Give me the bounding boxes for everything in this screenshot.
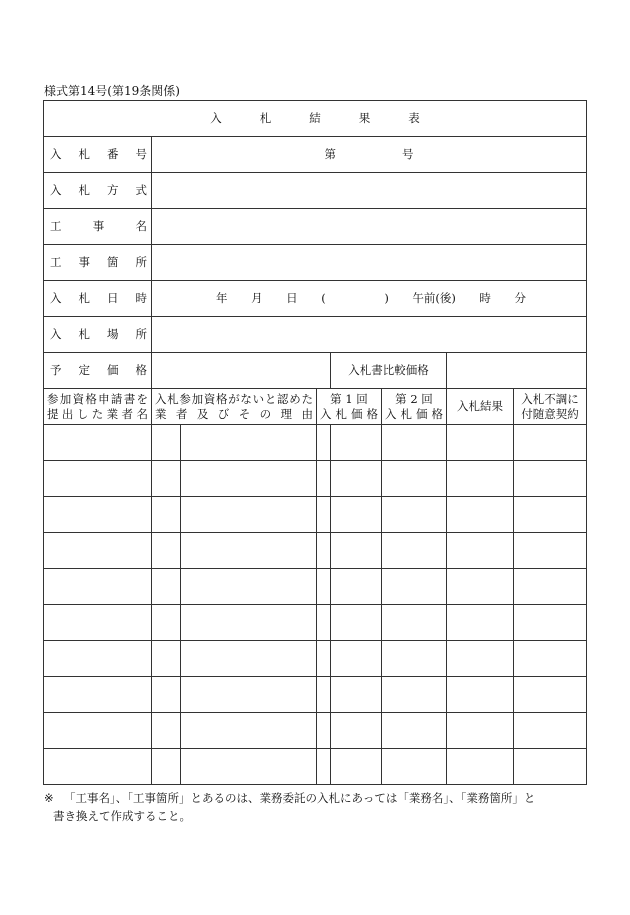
empty-cell[interactable] <box>152 677 181 713</box>
datetime-part: ) <box>384 291 389 306</box>
empty-cell[interactable] <box>382 749 447 785</box>
empty-cell[interactable] <box>44 425 152 461</box>
header-char: 参 <box>179 392 191 407</box>
label-bid-datetime <box>44 281 152 317</box>
note-line-1: 「工事名」、「工事箇所」とあるのは、業務委託の入札にあっては「業務名」、「業務箇所」と <box>64 791 536 805</box>
empty-cell[interactable] <box>317 605 331 641</box>
empty-cell[interactable] <box>317 713 331 749</box>
empty-cell[interactable] <box>44 497 152 533</box>
datetime-part: 午前(後) <box>412 291 456 306</box>
header-char: を <box>136 392 148 407</box>
header-char: 書 <box>123 392 136 407</box>
empty-cell[interactable] <box>447 425 514 461</box>
empty-cell[interactable] <box>382 497 447 533</box>
empty-cell[interactable] <box>331 497 382 533</box>
bid-number-suffix: 号 <box>402 147 414 162</box>
empty-cell[interactable] <box>181 641 317 677</box>
empty-cell[interactable] <box>152 461 181 497</box>
empty-cell[interactable] <box>447 497 514 533</box>
empty-cell[interactable] <box>447 461 514 497</box>
header-char: し <box>76 406 89 421</box>
datetime-part: 時 <box>479 291 491 306</box>
col-header-applicant <box>44 389 152 425</box>
label-char: 箇 <box>107 255 119 270</box>
table-row <box>44 461 587 497</box>
empty-cell[interactable] <box>514 641 587 677</box>
header-char: 認 <box>277 392 289 407</box>
datetime-parts <box>152 291 586 305</box>
header-char: 格 <box>85 392 97 407</box>
label-char: 所 <box>135 327 147 342</box>
header-char: た <box>301 392 313 407</box>
empty-cell[interactable] <box>152 641 181 677</box>
note-line-2: 書き換えて作成すること。 <box>53 808 191 823</box>
header-char: 参 <box>47 392 59 407</box>
empty-cell[interactable] <box>514 605 587 641</box>
table-title: 入札結果表 <box>44 101 587 137</box>
header-char: な <box>240 392 252 407</box>
label-char: 号 <box>135 147 147 162</box>
empty-cell[interactable] <box>447 641 514 677</box>
footnote <box>44 790 589 826</box>
empty-cell[interactable] <box>181 677 317 713</box>
header-char: 価 <box>416 406 428 421</box>
empty-cell[interactable] <box>181 461 317 497</box>
col-header-round1: 第 1 回 入 札 価 格 <box>317 389 382 425</box>
header-char: び <box>217 406 230 421</box>
empty-cell[interactable] <box>382 677 447 713</box>
empty-cell[interactable] <box>514 461 587 497</box>
label-char: 入 <box>50 291 62 306</box>
header-char: 札 <box>335 406 347 421</box>
header-char: 札 <box>167 392 179 407</box>
empty-cell[interactable] <box>44 461 152 497</box>
value-work-location[interactable] <box>152 245 587 281</box>
label-char: 予 <box>50 363 62 378</box>
header-char: 名 <box>136 406 148 421</box>
empty-cell[interactable] <box>317 677 331 713</box>
header-char: 札 <box>400 406 412 421</box>
empty-cell[interactable] <box>382 569 447 605</box>
form-number: 様式第14号(第19条関係) <box>44 84 180 98</box>
empty-cell[interactable] <box>382 713 447 749</box>
empty-cell[interactable] <box>382 641 447 677</box>
label-char: 入 <box>50 183 62 198</box>
empty-cell[interactable] <box>152 605 181 641</box>
empty-cell[interactable] <box>152 497 181 533</box>
col-header-reason <box>152 389 317 425</box>
header-char: 格 <box>431 406 443 421</box>
header-char: 加 <box>59 392 72 407</box>
label-compare-price: 入札書比較価格 <box>331 353 447 389</box>
empty-cell[interactable] <box>44 749 152 785</box>
label-char: 格 <box>135 363 147 378</box>
header-char: 出 <box>61 406 74 421</box>
label-char: 番 <box>107 147 119 162</box>
empty-cell[interactable] <box>447 677 514 713</box>
label-planned-price <box>44 353 152 389</box>
label-char: 日 <box>107 291 119 306</box>
empty-cell[interactable] <box>317 461 331 497</box>
label-char: 場 <box>107 327 119 342</box>
header-char: 由 <box>301 406 313 421</box>
label-char: 工 <box>50 255 62 270</box>
empty-cell[interactable] <box>514 533 587 569</box>
label-char: 札 <box>78 291 90 306</box>
empty-cell[interactable] <box>44 605 152 641</box>
header-char: 格 <box>216 392 228 407</box>
empty-cell[interactable] <box>514 569 587 605</box>
empty-cell[interactable] <box>152 569 181 605</box>
label-char: 札 <box>78 327 90 342</box>
datetime-part <box>349 291 361 305</box>
header-char: 入 <box>155 392 167 407</box>
label-work-name <box>44 209 152 245</box>
label-char: 時 <box>135 291 147 306</box>
header-char: 提 <box>47 406 59 421</box>
label-char: 式 <box>135 183 147 198</box>
value-bid-datetime[interactable] <box>152 281 587 317</box>
datetime-part: 年 <box>216 291 228 306</box>
empty-cell[interactable] <box>152 749 181 785</box>
empty-cell[interactable] <box>317 533 331 569</box>
empty-cell[interactable] <box>317 749 331 785</box>
empty-cell[interactable] <box>181 605 317 641</box>
table-row <box>44 749 587 785</box>
label-char: 札 <box>78 147 90 162</box>
label-char: 工 <box>50 219 62 234</box>
label-char: 事 <box>78 255 90 270</box>
value-work-name[interactable] <box>152 209 587 245</box>
empty-cell[interactable] <box>44 677 152 713</box>
empty-cell[interactable] <box>317 497 331 533</box>
header-char: 者 <box>121 406 134 421</box>
table-row <box>44 533 587 569</box>
empty-cell[interactable] <box>382 605 447 641</box>
empty-cell[interactable] <box>331 425 382 461</box>
datetime-part: 月 <box>251 291 263 306</box>
empty-cell[interactable] <box>181 497 317 533</box>
header-char: 加 <box>191 392 204 407</box>
empty-cell[interactable] <box>44 641 152 677</box>
empty-cell[interactable] <box>181 533 317 569</box>
label-char: 定 <box>78 363 90 378</box>
empty-cell[interactable] <box>181 569 317 605</box>
empty-cell[interactable] <box>382 533 447 569</box>
empty-cell[interactable] <box>317 641 331 677</box>
empty-cell[interactable] <box>331 533 382 569</box>
label-bid-number <box>44 137 152 173</box>
header-char: い <box>252 392 265 407</box>
label-char: 方 <box>107 183 119 198</box>
table-row <box>44 497 587 533</box>
empty-cell[interactable] <box>514 713 587 749</box>
empty-cell[interactable] <box>382 461 447 497</box>
empty-cell[interactable] <box>331 569 382 605</box>
value-bid-method[interactable] <box>152 173 587 209</box>
label-work-location <box>44 245 152 281</box>
empty-cell[interactable] <box>447 605 514 641</box>
header-char: 入 <box>385 406 397 421</box>
empty-cell[interactable] <box>317 425 331 461</box>
header-char: め <box>289 392 301 407</box>
value-bid-place[interactable] <box>152 317 587 353</box>
datetime-part: 分 <box>514 291 526 306</box>
label-char: 入 <box>50 327 62 342</box>
empty-cell[interactable] <box>44 569 152 605</box>
label-char: 事 <box>92 219 105 234</box>
empty-cell[interactable] <box>514 749 587 785</box>
empty-cell[interactable] <box>514 677 587 713</box>
header-char: 理 <box>280 406 293 421</box>
label-char: 価 <box>107 363 119 378</box>
label-bid-place <box>44 317 152 353</box>
label-char: 札 <box>78 183 90 198</box>
table-row <box>44 569 587 605</box>
header-char: 資 <box>203 392 216 407</box>
table-row <box>44 713 587 749</box>
table-row <box>44 641 587 677</box>
empty-cell[interactable] <box>514 425 587 461</box>
empty-cell[interactable] <box>181 749 317 785</box>
empty-cell[interactable] <box>331 641 382 677</box>
empty-cell[interactable] <box>331 749 382 785</box>
header-char: の <box>259 406 272 421</box>
empty-cell[interactable] <box>181 425 317 461</box>
empty-cell[interactable] <box>447 713 514 749</box>
empty-cell[interactable] <box>331 677 382 713</box>
empty-cell[interactable] <box>317 569 331 605</box>
value-planned-price[interactable] <box>152 353 331 389</box>
datetime-part: 日 <box>286 291 298 306</box>
header-char: 業 <box>155 406 167 421</box>
datetime-part: ( <box>321 291 326 306</box>
value-bid-number[interactable] <box>152 137 587 173</box>
bid-result-table <box>43 100 587 785</box>
empty-cell[interactable] <box>152 713 181 749</box>
empty-cell[interactable] <box>514 497 587 533</box>
empty-cell[interactable] <box>447 533 514 569</box>
empty-cell[interactable] <box>331 713 382 749</box>
empty-cell[interactable] <box>382 425 447 461</box>
bid-number-prefix: 第 <box>324 147 336 162</box>
label-char: 入 <box>50 147 62 162</box>
label-bid-method <box>44 173 152 209</box>
empty-cell[interactable] <box>181 713 317 749</box>
empty-cell[interactable] <box>331 605 382 641</box>
empty-cell[interactable] <box>152 425 181 461</box>
empty-cell[interactable] <box>44 713 152 749</box>
table-row <box>44 677 587 713</box>
header-char: そ <box>238 406 251 421</box>
header-char: 及 <box>196 406 209 421</box>
note-mark: ※ <box>44 791 54 805</box>
header-char: 入 <box>320 406 332 421</box>
header-char: 資 <box>72 392 85 407</box>
empty-cell[interactable] <box>447 569 514 605</box>
header-char: と <box>264 392 277 407</box>
label-char: 名 <box>135 219 147 234</box>
label-char: 所 <box>135 255 147 270</box>
table-row <box>44 605 587 641</box>
header-char: 請 <box>110 392 123 407</box>
col-header-private-contract: 入札不調に 付随意契約 <box>514 389 587 425</box>
header-char: 価 <box>351 406 363 421</box>
header-char: 格 <box>366 406 378 421</box>
header-char: 申 <box>98 392 110 407</box>
header-char: 者 <box>175 406 188 421</box>
empty-cell[interactable] <box>331 461 382 497</box>
header-char: た <box>91 406 104 421</box>
col-header-result: 入札結果 <box>447 389 514 425</box>
header-char: が <box>228 392 240 407</box>
empty-cell[interactable] <box>44 533 152 569</box>
header-char: 業 <box>106 406 119 421</box>
col-header-round2: 第 2 回 入 札 価 格 <box>382 389 447 425</box>
value-compare-price[interactable] <box>447 353 587 389</box>
table-row <box>44 425 587 461</box>
empty-cell[interactable] <box>152 533 181 569</box>
empty-cell[interactable] <box>447 749 514 785</box>
